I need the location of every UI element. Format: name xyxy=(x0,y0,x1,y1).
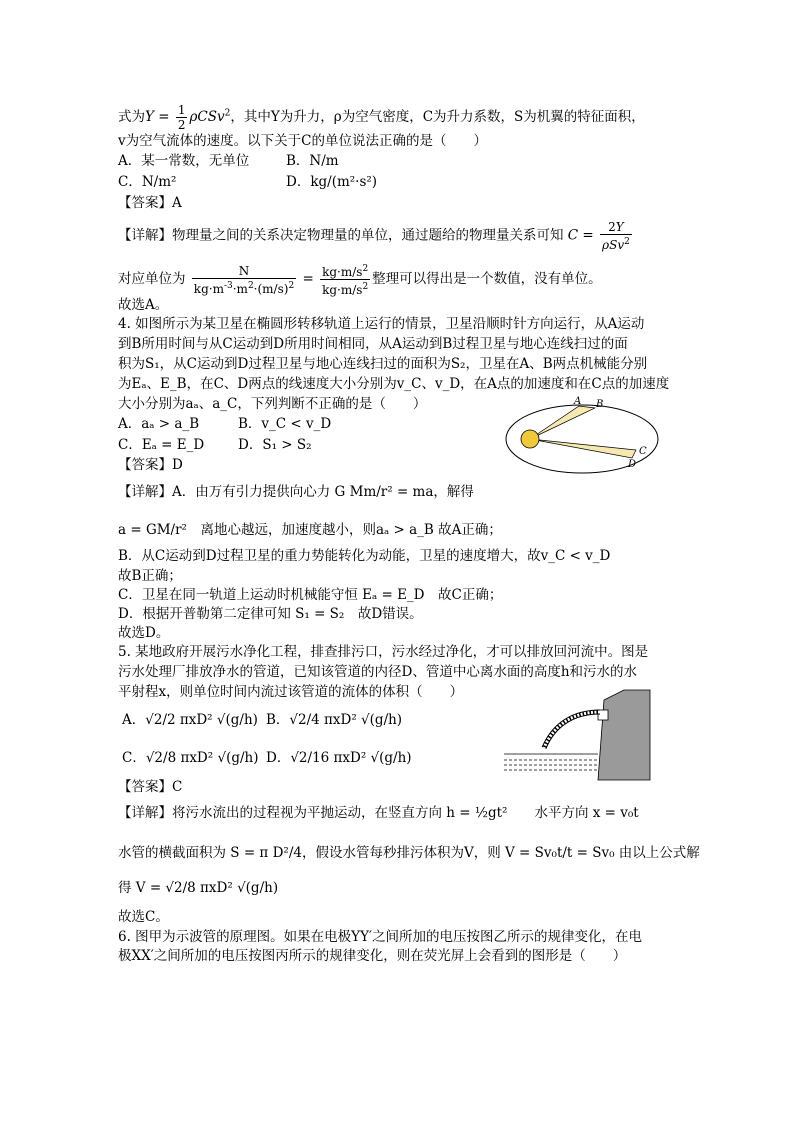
q4-conclusion: 故选D。 xyxy=(118,625,170,641)
q5-explain2: 水管的横截面积为 S = π D²/4，假设水管每秒排污体积为V，则 V = Sv₀t/t = Sv₀ 由以上公式解 xyxy=(118,845,700,861)
q4-explain6: D．根据开普勒第二定律可知 S₁ = S₂ 故D错误。 xyxy=(118,606,423,622)
q4-option-b: B．v_C < v_D xyxy=(238,416,332,432)
q4-explain5: C．卫星在同一轨道上运动时机械能守恒 Eₐ = E_D 故C正确； xyxy=(118,587,503,603)
q5-conclusion: 故选C。 xyxy=(118,909,169,925)
q5-option-b: B．√2/4 πxD² √(g/h) xyxy=(266,712,403,728)
q5-explain3: 得 V = √2/8 πxD² √(g/h) xyxy=(118,880,279,896)
q5-explain1: 【详解】将污水流出的过程视为平抛运动，在竖直方向 h = ½gt² 水平方向 x = v₀t xyxy=(118,805,639,821)
q4-stem-line3: 积为S₁，从C运动到D过程卫星与地心连线扫过的面积为S₂，卫星在A、B两点机械能分别 xyxy=(118,356,648,372)
q3-line1-prefix: 式为 xyxy=(118,109,145,125)
drain-pipe-figure xyxy=(504,686,654,782)
q4-explain2: a = GM/r² 离地心越远，加速度越小，则aₐ > a_B 故A正确； xyxy=(118,522,502,538)
q4-stem-line1: 4. 如图所示为某卫星在椭圆形转移轨道上运行的情景，卫星沿顺时针方向运行，从A运动 xyxy=(118,316,645,332)
q3-explain1: 【详解】物理量之间的关系决定物理量的单位，通过题给的物理量关系可知 C = $\frac{2Y}{\rho Sv^2}$ xyxy=(118,220,630,252)
q4-stem-line5: 大小分别为aₐ、a_C，下列判断不正确的是（ ） xyxy=(118,396,427,412)
embankment-wall xyxy=(598,690,650,780)
q3-line1: 式为Y = $\frac{1}{2}$ ρCSv$^2$，其中Y为升力，ρ为空气密度，C为升力系数，S为机翼的特征面积， xyxy=(118,103,645,132)
q5-option-a: A．√2/2 πxD² √(g/h) xyxy=(122,712,258,728)
q6-stem-line1: 6. 图甲为示波管的原理图。如果在电极YY′之间所加的电压按图乙所示的规律变化，在电 xyxy=(118,929,643,945)
q3-explain1-text: 【详解】物理量之间的关系决定物理量的单位，通过题给的物理量关系可知 xyxy=(118,227,564,244)
q4-explain1: 【详解】A．由万有引力提供向心力 G Mm/r² = ma，解得 xyxy=(118,484,474,500)
q4-explain4: 故B正确； xyxy=(118,568,182,584)
q5-option-c: C．√2/8 πxD² √(g/h) xyxy=(122,750,259,766)
q3-explain2-suffix: 整理可以得出是一个数值，没有单位。 xyxy=(372,271,602,287)
q3-conclusion: 故选A。 xyxy=(118,297,169,313)
q3-explain2: 对应单位为 $\frac{N}{kg\cdot m^{-3}\cdot m^2\cdot(m/s)^2}$ = $\frac{kg\cdot m/s^2}{kg\cdot m/s^2}$ 整理可以得出是一个数值，没有单位。 xyxy=(118,263,602,297)
label-b: B xyxy=(596,399,604,410)
q3-option-d: D．kg/(m²·s²) xyxy=(286,174,378,190)
q3-option-a: A．某一常数，无单位 xyxy=(118,153,250,169)
q4-option-a: A．aₐ > a_B xyxy=(118,416,200,432)
q5-stem-line1: 5. 某地政府开展污水净化工程，排查排污口，污水经过净化，才可以排放回河流中。图是 xyxy=(118,644,649,660)
area-s2 xyxy=(530,439,636,458)
q4-option-d: D．S₁ > S₂ xyxy=(238,437,312,453)
satellite-orbit-figure xyxy=(502,394,662,478)
water-surface xyxy=(504,754,598,770)
q4-option-c: C．Eₐ = E_D xyxy=(118,437,205,453)
q5-answer: 【答案】C xyxy=(118,779,183,795)
q3-explain2-prefix: 对应单位为 xyxy=(118,271,186,287)
q3-answer: 【答案】A xyxy=(118,195,182,211)
earth-icon xyxy=(521,430,539,448)
q6-stem-line2: 极XX′之间所加的电压按图丙所示的规律变化，则在荧光屏上会看到的图形是（ ） xyxy=(118,948,627,964)
label-a: A xyxy=(574,396,582,407)
q5-stem-line3: 平射程x，则单位时间内流过该管道的流体的体积（ ） xyxy=(118,684,464,700)
q3-option-b: B．N/m xyxy=(286,153,339,169)
q3-line2: v为空气流体的速度。以下关于C的单位说法正确的是（ ） xyxy=(118,133,487,149)
q3-option-c: C．N/m² xyxy=(118,174,177,190)
q4-answer: 【答案】D xyxy=(118,457,183,473)
q4-stem-line4: 为Eₐ、E_B，在C、D两点的线速度大小分别为v_C、v_D，在A点的加速度和在C点的加速度 xyxy=(118,376,670,392)
q5-option-d: D．√2/16 πxD² √(g/h) xyxy=(266,750,412,766)
q4-stem-line2: 到B所用时间与从C运动到D所用时间相同，从A运动到B过程卫星与地心连线扫过的面 xyxy=(118,336,628,352)
label-d: D xyxy=(628,459,637,470)
q5-stem-line2: 污水处理厂排放净水的管道，已知该管道的内径D、管道中心离水面的高度h和污水的水 xyxy=(118,664,638,680)
label-c: C xyxy=(639,446,647,457)
q3-line1-suffix: ，其中Y为升力，ρ为空气密度，C为升力系数，S为机翼的特征面积， xyxy=(230,109,645,125)
q4-explain3: B．从C运动到D过程卫星的重力势能转化为动能，卫星的速度增大，故v_C < v_D xyxy=(118,548,611,564)
